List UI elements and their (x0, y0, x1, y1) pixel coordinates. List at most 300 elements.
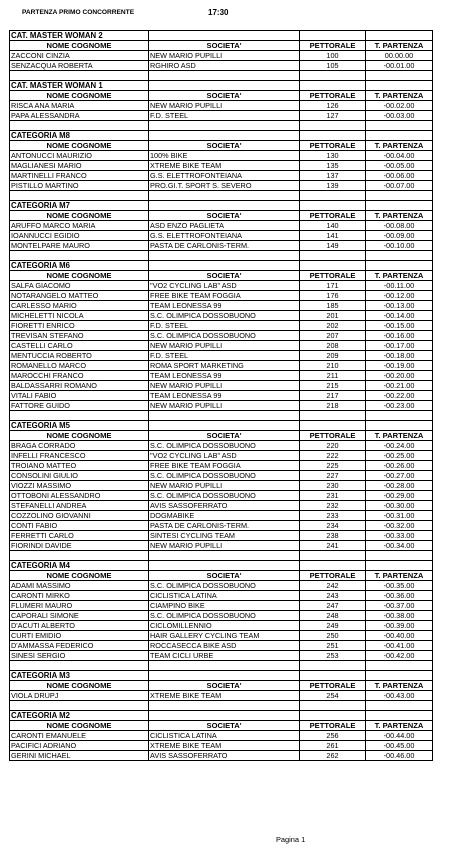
column-header-bib: PETTORALE (300, 141, 366, 151)
table-row (10, 691, 433, 701)
table-row (10, 541, 433, 551)
rider-name: FERRETTI CARLO (10, 531, 149, 541)
empty-cell (10, 71, 149, 81)
rider-name: ROMANELLO MARCO (10, 361, 149, 371)
column-header-society: SOCIETA' (149, 211, 300, 221)
rider-society: S.C. OLIMPICA DOSSOBUONO (149, 491, 300, 501)
rider-bib: 215 (300, 381, 366, 391)
column-header-bib: PETTORALE (300, 41, 366, 51)
rider-society: "VO2 CYCLING LAB" ASD (149, 281, 300, 291)
column-header-row (10, 721, 433, 731)
column-header-society: SOCIETA' (149, 721, 300, 731)
rider-start-time: -00.18.00 (366, 351, 433, 361)
rider-society: ROCCASECCA BIKE ASD (149, 641, 300, 651)
rider-start-time: -00.25.00 (366, 451, 433, 461)
rider-name: MONTELPARE MAURO (10, 241, 149, 251)
rider-bib: 135 (300, 161, 366, 171)
separator-row (10, 551, 433, 561)
rider-start-time: -00.15.00 (366, 321, 433, 331)
rider-name: MARTINELLI FRANCO (10, 171, 149, 181)
rider-bib: 262 (300, 751, 366, 761)
table-row (10, 161, 433, 171)
column-header-start-time: T. PARTENZA (366, 571, 433, 581)
rider-start-time: -00.11.00 (366, 281, 433, 291)
column-header-name: NOME COGNOME (10, 271, 149, 281)
rider-start-time: -00.06.00 (366, 171, 433, 181)
empty-cell (149, 261, 300, 271)
empty-cell (300, 701, 366, 711)
rider-start-time: -00.21.00 (366, 381, 433, 391)
rider-start-time: -00.31.00 (366, 511, 433, 521)
table-row (10, 451, 433, 461)
rider-name: ZACCONI CINZIA (10, 51, 149, 61)
category-title: CAT. MASTER WOMAN 1 (10, 81, 149, 91)
rider-society: XTREME BIKE TEAM (149, 691, 300, 701)
rider-name: FATTORE GUIDO (10, 401, 149, 411)
rider-society: NEW MARIO PUPILLI (149, 541, 300, 551)
column-header-name: NOME COGNOME (10, 141, 149, 151)
column-header-society: SOCIETA' (149, 91, 300, 101)
rider-start-time: -00.27.00 (366, 471, 433, 481)
column-header-bib: PETTORALE (300, 211, 366, 221)
rider-bib: 243 (300, 591, 366, 601)
empty-cell (149, 191, 300, 201)
start-list-sheet (9, 30, 433, 761)
rider-start-time: -00.39.00 (366, 621, 433, 631)
rider-start-time: -00.29.00 (366, 491, 433, 501)
category-title-row (10, 201, 433, 211)
rider-name: MENTUCCIA ROBERTO (10, 351, 149, 361)
rider-name: TROIANO MATTEO (10, 461, 149, 471)
rider-start-time: 00.00.00 (366, 51, 433, 61)
rider-name: GERINI MICHAEL (10, 751, 149, 761)
rider-name: D'ACUTI ALBERTO (10, 621, 149, 631)
rider-name: ANTONUCCI MAURIZIO (10, 151, 149, 161)
rider-name: SENZACQUA ROBERTA (10, 61, 149, 71)
rider-society: S.C. OLIMPICA DOSSOBUONO (149, 581, 300, 591)
rider-start-time: -00.34.00 (366, 541, 433, 551)
rider-society: RGHIRO ASD (149, 61, 300, 71)
empty-cell (149, 421, 300, 431)
category-title-row (10, 671, 433, 681)
rider-society: HAIR GALLERY CYCLING TEAM (149, 631, 300, 641)
rider-name: CONTI FABIO (10, 521, 149, 531)
rider-name: FIORETTI ENRICO (10, 321, 149, 331)
empty-cell (10, 121, 149, 131)
rider-bib: 222 (300, 451, 366, 461)
column-header-bib: PETTORALE (300, 721, 366, 731)
rider-name: PISTILLO MARTINO (10, 181, 149, 191)
rider-society: SINTESI CYCLING TEAM (149, 531, 300, 541)
empty-cell (300, 131, 366, 141)
rider-bib: 202 (300, 321, 366, 331)
rider-start-time: -00.46.00 (366, 751, 433, 761)
rider-start-time: -00.28.00 (366, 481, 433, 491)
column-header-start-time: T. PARTENZA (366, 681, 433, 691)
separator-row (10, 701, 433, 711)
rider-bib: 250 (300, 631, 366, 641)
rider-society: S.C. OLIMPICA DOSSOBUONO (149, 331, 300, 341)
rider-start-time: -00.33.00 (366, 531, 433, 541)
rider-name: STEFANELLI ANDREA (10, 501, 149, 511)
empty-cell (366, 701, 433, 711)
rider-bib: 127 (300, 111, 366, 121)
table-row (10, 601, 433, 611)
rider-bib: 248 (300, 611, 366, 621)
rider-name: CURTI EMIDIO (10, 631, 149, 641)
table-row (10, 231, 433, 241)
empty-cell (300, 661, 366, 671)
empty-cell (10, 701, 149, 711)
rider-bib: 171 (300, 281, 366, 291)
rider-bib: 141 (300, 231, 366, 241)
rider-start-time: -00.19.00 (366, 361, 433, 371)
empty-cell (366, 31, 433, 41)
rider-bib: 230 (300, 481, 366, 491)
table-row (10, 611, 433, 621)
empty-cell (149, 561, 300, 571)
column-header-row (10, 271, 433, 281)
empty-cell (366, 561, 433, 571)
rider-start-time: -00.03.00 (366, 111, 433, 121)
empty-cell (149, 551, 300, 561)
table-row (10, 631, 433, 641)
rider-society: TEAM CICLI URBE (149, 651, 300, 661)
column-header-row (10, 141, 433, 151)
column-header-bib: PETTORALE (300, 91, 366, 101)
rider-bib: 238 (300, 531, 366, 541)
rider-society: XTREME BIKE TEAM (149, 741, 300, 751)
empty-cell (149, 251, 300, 261)
rider-society: PASTA DE CARLONIS-TERM. (149, 521, 300, 531)
table-row (10, 331, 433, 341)
rider-start-time: -00.13.00 (366, 301, 433, 311)
column-header-row (10, 91, 433, 101)
table-row (10, 111, 433, 121)
rider-name: SALFA GIACOMO (10, 281, 149, 291)
rider-society: F.D. STEEL (149, 321, 300, 331)
rider-name: PAPA ALESSANDRA (10, 111, 149, 121)
table-row (10, 151, 433, 161)
empty-cell (149, 411, 300, 421)
table-row (10, 511, 433, 521)
category-title-row (10, 131, 433, 141)
rider-society: S.C. OLIMPICA DOSSOBUONO (149, 441, 300, 451)
table-row (10, 281, 433, 291)
table-row (10, 471, 433, 481)
rider-start-time: -00.42.00 (366, 651, 433, 661)
column-header-start-time: T. PARTENZA (366, 141, 433, 151)
rider-society: F.D. STEEL (149, 111, 300, 121)
empty-cell (366, 411, 433, 421)
rider-society: FREE BIKE TEAM FOGGIA (149, 291, 300, 301)
empty-cell (10, 551, 149, 561)
empty-cell (149, 81, 300, 91)
column-header-society: SOCIETA' (149, 681, 300, 691)
rider-start-time: -00.24.00 (366, 441, 433, 451)
column-header-bib: PETTORALE (300, 681, 366, 691)
empty-cell (300, 261, 366, 271)
rider-name: MAROCCHI FRANCO (10, 371, 149, 381)
table-row (10, 381, 433, 391)
rider-society: CIAMPINO BIKE (149, 601, 300, 611)
rider-start-time: -00.08.00 (366, 221, 433, 231)
rider-start-time: -00.44.00 (366, 731, 433, 741)
rider-bib: 254 (300, 691, 366, 701)
rider-name: MAGLIANESI MARIO (10, 161, 149, 171)
separator-row (10, 411, 433, 421)
start-list-table (9, 30, 433, 761)
table-row (10, 531, 433, 541)
rider-bib: 210 (300, 361, 366, 371)
rider-name: BRAGA CORRADO (10, 441, 149, 451)
rider-start-time: -00.05.00 (366, 161, 433, 171)
category-title-row (10, 711, 433, 721)
rider-bib: 201 (300, 311, 366, 321)
empty-cell (366, 71, 433, 81)
table-row (10, 751, 433, 761)
table-row (10, 351, 433, 361)
empty-cell (10, 411, 149, 421)
rider-start-time: -00.10.00 (366, 241, 433, 251)
category-title: CATEGORIA M5 (10, 421, 149, 431)
table-row (10, 311, 433, 321)
empty-cell (149, 701, 300, 711)
table-row (10, 461, 433, 471)
rider-bib: 218 (300, 401, 366, 411)
rider-start-time: -00.41.00 (366, 641, 433, 651)
empty-cell (300, 71, 366, 81)
column-header-name: NOME COGNOME (10, 91, 149, 101)
empty-cell (366, 251, 433, 261)
column-header-row (10, 571, 433, 581)
column-header-start-time: T. PARTENZA (366, 41, 433, 51)
rider-society: PASTA DE CARLONIS-TERM. (149, 241, 300, 251)
category-title: CATEGORIA M6 (10, 261, 149, 271)
table-row (10, 741, 433, 751)
empty-cell (366, 81, 433, 91)
empty-cell (10, 661, 149, 671)
table-row (10, 581, 433, 591)
column-header-row (10, 431, 433, 441)
rider-name: ARUFFO MARCO MARIA (10, 221, 149, 231)
category-title: CATEGORIA M3 (10, 671, 149, 681)
table-row (10, 731, 433, 741)
rider-society: AVIS SASSOFERRATO (149, 501, 300, 511)
table-row (10, 221, 433, 231)
table-row (10, 621, 433, 631)
rider-bib: 217 (300, 391, 366, 401)
category-title-row (10, 561, 433, 571)
column-header-society: SOCIETA' (149, 141, 300, 151)
rider-bib: 100 (300, 51, 366, 61)
rider-start-time: -00.14.00 (366, 311, 433, 321)
rider-start-time: -00.17.00 (366, 341, 433, 351)
table-row (10, 291, 433, 301)
empty-cell (366, 421, 433, 431)
column-header-start-time: T. PARTENZA (366, 721, 433, 731)
rider-bib: 185 (300, 301, 366, 311)
rider-society: NEW MARIO PUPILLI (149, 401, 300, 411)
rider-name: VIOLA DRUPJ (10, 691, 149, 701)
empty-cell (149, 711, 300, 721)
page-header (0, 9, 449, 21)
rider-bib: 241 (300, 541, 366, 551)
rider-bib: 261 (300, 741, 366, 751)
category-title-row (10, 81, 433, 91)
empty-cell (300, 711, 366, 721)
empty-cell (149, 661, 300, 671)
rider-bib: 208 (300, 341, 366, 351)
rider-name: CAPORALI SIMONE (10, 611, 149, 621)
column-header-name: NOME COGNOME (10, 721, 149, 731)
rider-start-time: -00.01.00 (366, 61, 433, 71)
rider-society: TEAM LEONESSA 99 (149, 301, 300, 311)
rider-society: ASD ENZO PAGLIETA (149, 221, 300, 231)
rider-start-time: -00.02.00 (366, 101, 433, 111)
rider-start-time: -00.38.00 (366, 611, 433, 621)
rider-name: RISCA ANA MARIA (10, 101, 149, 111)
table-row (10, 521, 433, 531)
table-row (10, 491, 433, 501)
rider-society: S.C. OLIMPICA DOSSOBUONO (149, 311, 300, 321)
table-row (10, 441, 433, 451)
empty-cell (300, 201, 366, 211)
category-title-row (10, 421, 433, 431)
rider-bib: 233 (300, 511, 366, 521)
rider-bib: 227 (300, 471, 366, 481)
column-header-row (10, 211, 433, 221)
empty-cell (300, 251, 366, 261)
rider-start-time: -00.20.00 (366, 371, 433, 381)
rider-society: NEW MARIO PUPILLI (149, 51, 300, 61)
rider-society: DOGMABIKE (149, 511, 300, 521)
separator-row (10, 71, 433, 81)
rider-bib: 176 (300, 291, 366, 301)
rider-bib: 231 (300, 491, 366, 501)
separator-row (10, 251, 433, 261)
rider-bib: 137 (300, 171, 366, 181)
table-row (10, 61, 433, 71)
page-number: Pagina 1 (276, 835, 306, 844)
empty-cell (300, 121, 366, 131)
rider-name: COZZOLINO GIOVANNI (10, 511, 149, 521)
column-header-name: NOME COGNOME (10, 571, 149, 581)
rider-bib: 130 (300, 151, 366, 161)
rider-name: FLUMERI MAURO (10, 601, 149, 611)
column-header-start-time: T. PARTENZA (366, 211, 433, 221)
rider-society: "VO2 CYCLING LAB" ASD (149, 451, 300, 461)
rider-bib: 139 (300, 181, 366, 191)
empty-cell (149, 71, 300, 81)
rider-name: CONSOLINI GIULIO (10, 471, 149, 481)
empty-cell (149, 201, 300, 211)
empty-cell (366, 551, 433, 561)
column-header-society: SOCIETA' (149, 271, 300, 281)
table-row (10, 401, 433, 411)
rider-name: BALDASSARRI ROMANO (10, 381, 149, 391)
table-row (10, 171, 433, 181)
rider-bib: 220 (300, 441, 366, 451)
page-title: PARTENZA PRIMO CONCORRENTE (22, 9, 135, 16)
rider-name: CARLESSO MARIO (10, 301, 149, 311)
start-time: 17:30 (208, 8, 229, 17)
empty-cell (366, 191, 433, 201)
rider-bib: 140 (300, 221, 366, 231)
rider-name: PACIFICI ADRIANO (10, 741, 149, 751)
column-header-start-time: T. PARTENZA (366, 91, 433, 101)
category-title: CATEGORIA M8 (10, 131, 149, 141)
rider-society: G.S. ELETTROFONTEIANA (149, 171, 300, 181)
category-title: CAT. MASTER WOMAN 2 (10, 31, 149, 41)
rider-bib: 251 (300, 641, 366, 651)
column-header-start-time: T. PARTENZA (366, 271, 433, 281)
rider-start-time: -00.04.00 (366, 151, 433, 161)
rider-start-time: -00.43.00 (366, 691, 433, 701)
empty-cell (366, 131, 433, 141)
table-row (10, 301, 433, 311)
rider-name: TREVISAN STEFANO (10, 331, 149, 341)
table-row (10, 641, 433, 651)
column-header-society: SOCIETA' (149, 431, 300, 441)
rider-bib: 211 (300, 371, 366, 381)
rider-name: VITALI FABIO (10, 391, 149, 401)
column-header-society: SOCIETA' (149, 571, 300, 581)
empty-cell (300, 561, 366, 571)
rider-society: FREE BIKE TEAM FOGGIA (149, 461, 300, 471)
rider-bib: 249 (300, 621, 366, 631)
column-header-name: NOME COGNOME (10, 681, 149, 691)
separator-row (10, 191, 433, 201)
rider-bib: 232 (300, 501, 366, 511)
rider-bib: 256 (300, 731, 366, 741)
column-header-row (10, 681, 433, 691)
table-row (10, 101, 433, 111)
rider-name: OTTOBONI ALESSANDRO (10, 491, 149, 501)
rider-society: TEAM LEONESSA 99 (149, 391, 300, 401)
rider-society: NEW MARIO PUPILLI (149, 101, 300, 111)
rider-society: NEW MARIO PUPILLI (149, 341, 300, 351)
rider-name: NOTARANGELO MATTEO (10, 291, 149, 301)
empty-cell (10, 191, 149, 201)
empty-cell (366, 711, 433, 721)
column-header-bib: PETTORALE (300, 431, 366, 441)
category-title: CATEGORIA M4 (10, 561, 149, 571)
rider-society: NEW MARIO PUPILLI (149, 381, 300, 391)
rider-society: PRO.GI.T. SPORT S. SEVERO (149, 181, 300, 191)
rider-start-time: -00.23.00 (366, 401, 433, 411)
rider-society: S.C. OLIMPICA DOSSOBUONO (149, 471, 300, 481)
category-title-row (10, 31, 433, 41)
empty-cell (300, 31, 366, 41)
rider-society: NEW MARIO PUPILLI (149, 481, 300, 491)
rider-society: CICLOMILLENNIO (149, 621, 300, 631)
rider-start-time: -00.32.00 (366, 521, 433, 531)
rider-name: VIOZZI MASSIMO (10, 481, 149, 491)
table-row (10, 391, 433, 401)
separator-row (10, 121, 433, 131)
table-row (10, 181, 433, 191)
rider-start-time: -00.40.00 (366, 631, 433, 641)
rider-society: TEAM LEONESSA 99 (149, 371, 300, 381)
rider-name: INFELLI FRANCESCO (10, 451, 149, 461)
rider-start-time: -00.16.00 (366, 331, 433, 341)
rider-bib: 225 (300, 461, 366, 471)
rider-start-time: -00.36.00 (366, 591, 433, 601)
rider-bib: 234 (300, 521, 366, 531)
rider-bib: 247 (300, 601, 366, 611)
rider-bib: 207 (300, 331, 366, 341)
